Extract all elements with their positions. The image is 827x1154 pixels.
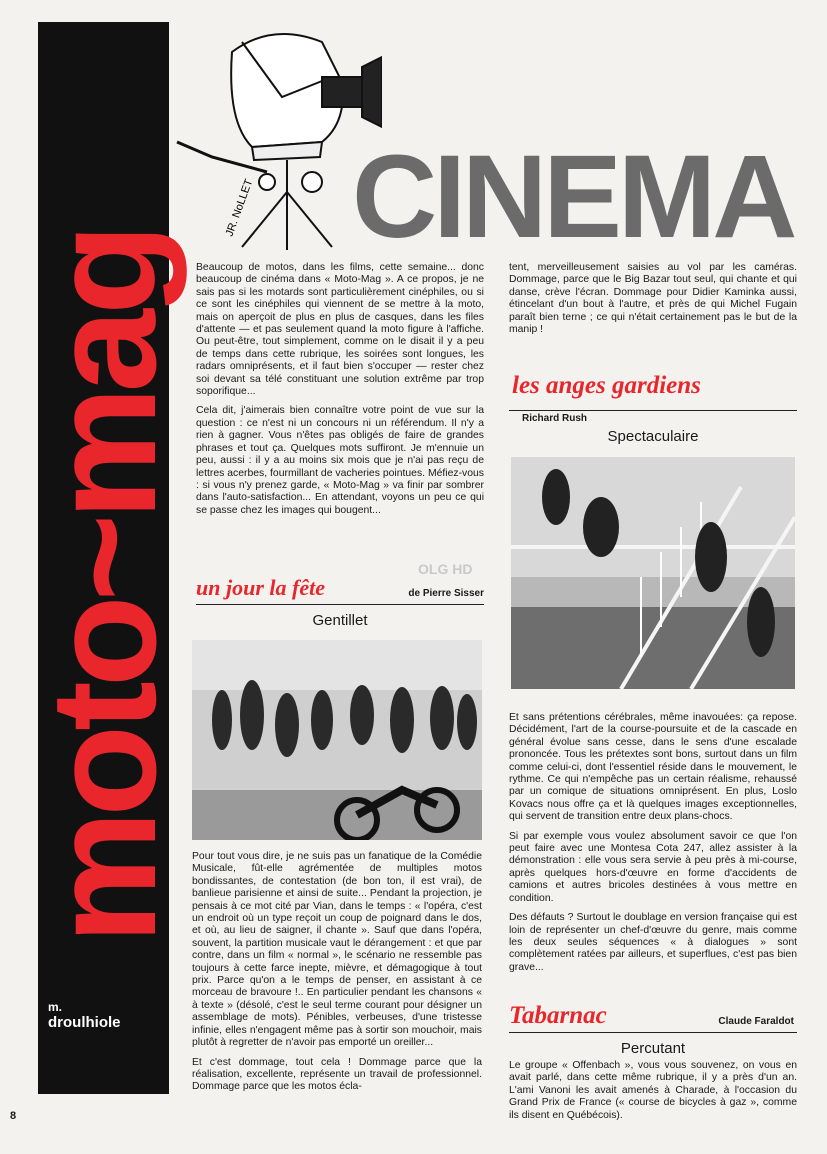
verdict-tabarnac: Percutant: [620, 1040, 686, 1057]
section-title-anges: les anges gardiens: [512, 372, 701, 399]
divider: [509, 410, 797, 411]
masthead-title: moto~mag: [19, 229, 187, 944]
fete-continuation: [509, 262, 797, 343]
fete-paragraph: tent, merveilleusement saisies au vol par les caméras. Dommage, parce que le Big Bazar tout seul, qui chante et qui danse, crève l'écran. Dommage pour Didier Kaminka aussi, étincelant d'un bout à l'autre, et près de qui Michel Fugain paraît bien terne ; ce qui n'était certainement pas le but de la manip !: [509, 262, 797, 336]
intro-paragraph: Cela dit, j'aimerais bien connaître votre point de vue sur la question : ce n'est ni un concours ni un référendum. Il n'y a rien à gagner. Vous n'êtes pas obligés de faire de grandes phrases et tout ça. Quelques mots suffiront. Je m'ennuie un peu, aussi : il y a au moins six mois que je n'ai pas reçu de lettres acerbes, fourmillant de vacheries pointues. Méfiez-vous : si vous n'y prenez garde, « Moto-Mag » va finir par sombrer dans l'auto-satisfaction... En attendant, voyons un peu ce qui se passe chez les images qui bougent...: [196, 405, 484, 516]
intro-text: [196, 262, 484, 524]
fete-text: [192, 851, 482, 1101]
tabarnac-paragraph: Le groupe « Offenbach », vous vous souvenez, on vous en avait parlé, dans cette même rubrique, il y a près d'un an. L'ami Vanoni les avait amenés à Charade, à l'occasion du Grand Prix de France (« course de bicycles à gaz », comme ils disent en Québécois).: [509, 1060, 797, 1121]
section-title-tabarnac: Tabarnac: [509, 1002, 607, 1029]
divider: [196, 604, 484, 605]
author-byline: [48, 1000, 158, 1031]
verdict-fete: Gentillet: [312, 612, 368, 629]
intro-paragraph: Beaucoup de motos, dans les films, cette semaine... donc beaucoup de cinéma dans « Moto-Mag ». A ce propos, je ne sais pas si les motards sont particulièrement cinéphiles, ou si ce sont les cinéphiles qui viennent de se mettre à la moto, mais on aperçoit de plus en plus de casques, dans les files d'attente — et pas seulement quand la moto figure à l'affiche. Ou peut-être, tout simplement, comme on le disait il y a peu de temps dans cette rubrique, les soirées sont longues, les radars omniprésents, et il faut bien s'occuper — rester chez soi devant sa télé constituant une solution extrême par trop soporifique...: [196, 262, 484, 398]
divider: [509, 1032, 797, 1033]
anges-text: [509, 712, 797, 981]
section-title-fete: un jour la fête: [196, 575, 325, 600]
director-anges: Richard Rush: [522, 413, 588, 424]
verdict-anges: Spectaculaire: [607, 428, 699, 445]
fete-paragraph: Pour tout vous dire, je ne suis pas un fanatique de la Comédie Musicale, fût-elle agrémentée de multiples motos bondissantes, de contestation (de bon ton, il est vrai), de banlieue parisienne et ainsi de suite... Pendant la projection, je pensais à ce mot cité par Vian, dans le temps : « l'opéra, c'est un endroit où un type reçoit un coup de poignard dans le dos, et où, au lieu de saigner, il chante ». Sauf que dans l'opéra, souvent, la partition musicale vaut le dérangement : et que par contre, dans un film « normal », le scénario ne ressemble pas toujours à cette farce inepte, mièvre, et démagogique à tout prix. Parce qu'on a le temps de penser, en assistant à ce morceau de bravoure !.. En particulier pendant les chansons « à texte » (désolé, c'est le seul terme courant pour désigner un assemblage de mots). Pénibles, verbeuses, d'une tristesse infinie, elles n'engagent même pas à sortir son mouchoir, mais plutôt à regretter de n'avoir pas emporté un oreiller...: [192, 851, 482, 1049]
author-name: droulhiole: [48, 1014, 121, 1031]
illustration-signature: JR. NoLLET: [223, 177, 256, 239]
watermark: OLG HD: [418, 561, 473, 577]
tabarnac-text: [509, 1060, 797, 1129]
director-tabarnac: Claude Faraldot: [718, 1016, 794, 1027]
director-fete: de Pierre Sisser: [408, 588, 484, 599]
author-initial: m.: [48, 1000, 63, 1014]
film-still-fete: [192, 640, 482, 840]
helmet-camera-illustration: [172, 22, 382, 252]
anges-paragraph: Si par exemple vous voulez absolument savoir ce que l'on peut faire avec une Montesa Cota 247, allez assister à la démonstration : elle vous sera servie à peu près à mi-course, après quelques hors-d'œuvre en forme d'accidents de camions et autres bricoles destinées à vous mettre en condition.: [509, 830, 797, 904]
anges-paragraph: Des défauts ? Surtout le doublage en version française qui est loin de représenter un chef-d'œuvre du genre, mais comme les deux seules séquences « à dialogues » sont complètement ratées par ailleurs, et superflues, c'est pas bien grave...: [509, 912, 797, 973]
anges-paragraph: Et sans prétentions cérébrales, même inavouées: ça repose. Décidément, l'art de la course-poursuite et de la cascade en général évolue sans cesse, dans le sens d'une escalade prononcée. Tous les prétextes sont bons, surtout dans un film comme celui-ci, dont l'essentiel réside dans le mouvement, le rythme. Ce qui n'empêche pas un certain réalisme, rehaussé par un comique de situations omniprésent. En plus, Loslo Kovacs nous offre ça et là quelques images exceptionnelles, qui servent de transition entre deux plans-chocs.: [509, 712, 797, 823]
masthead-banner: [19, 22, 187, 1094]
film-still-anges: [511, 457, 795, 689]
fete-paragraph: Et c'est dommage, tout cela ! Dommage parce que la réalisation, excellente, représente un travail de professionnel. Dommage parce que les motos écla-: [192, 1056, 482, 1093]
page-number: 8: [10, 1110, 17, 1122]
page-title: CINEMA: [352, 131, 794, 263]
